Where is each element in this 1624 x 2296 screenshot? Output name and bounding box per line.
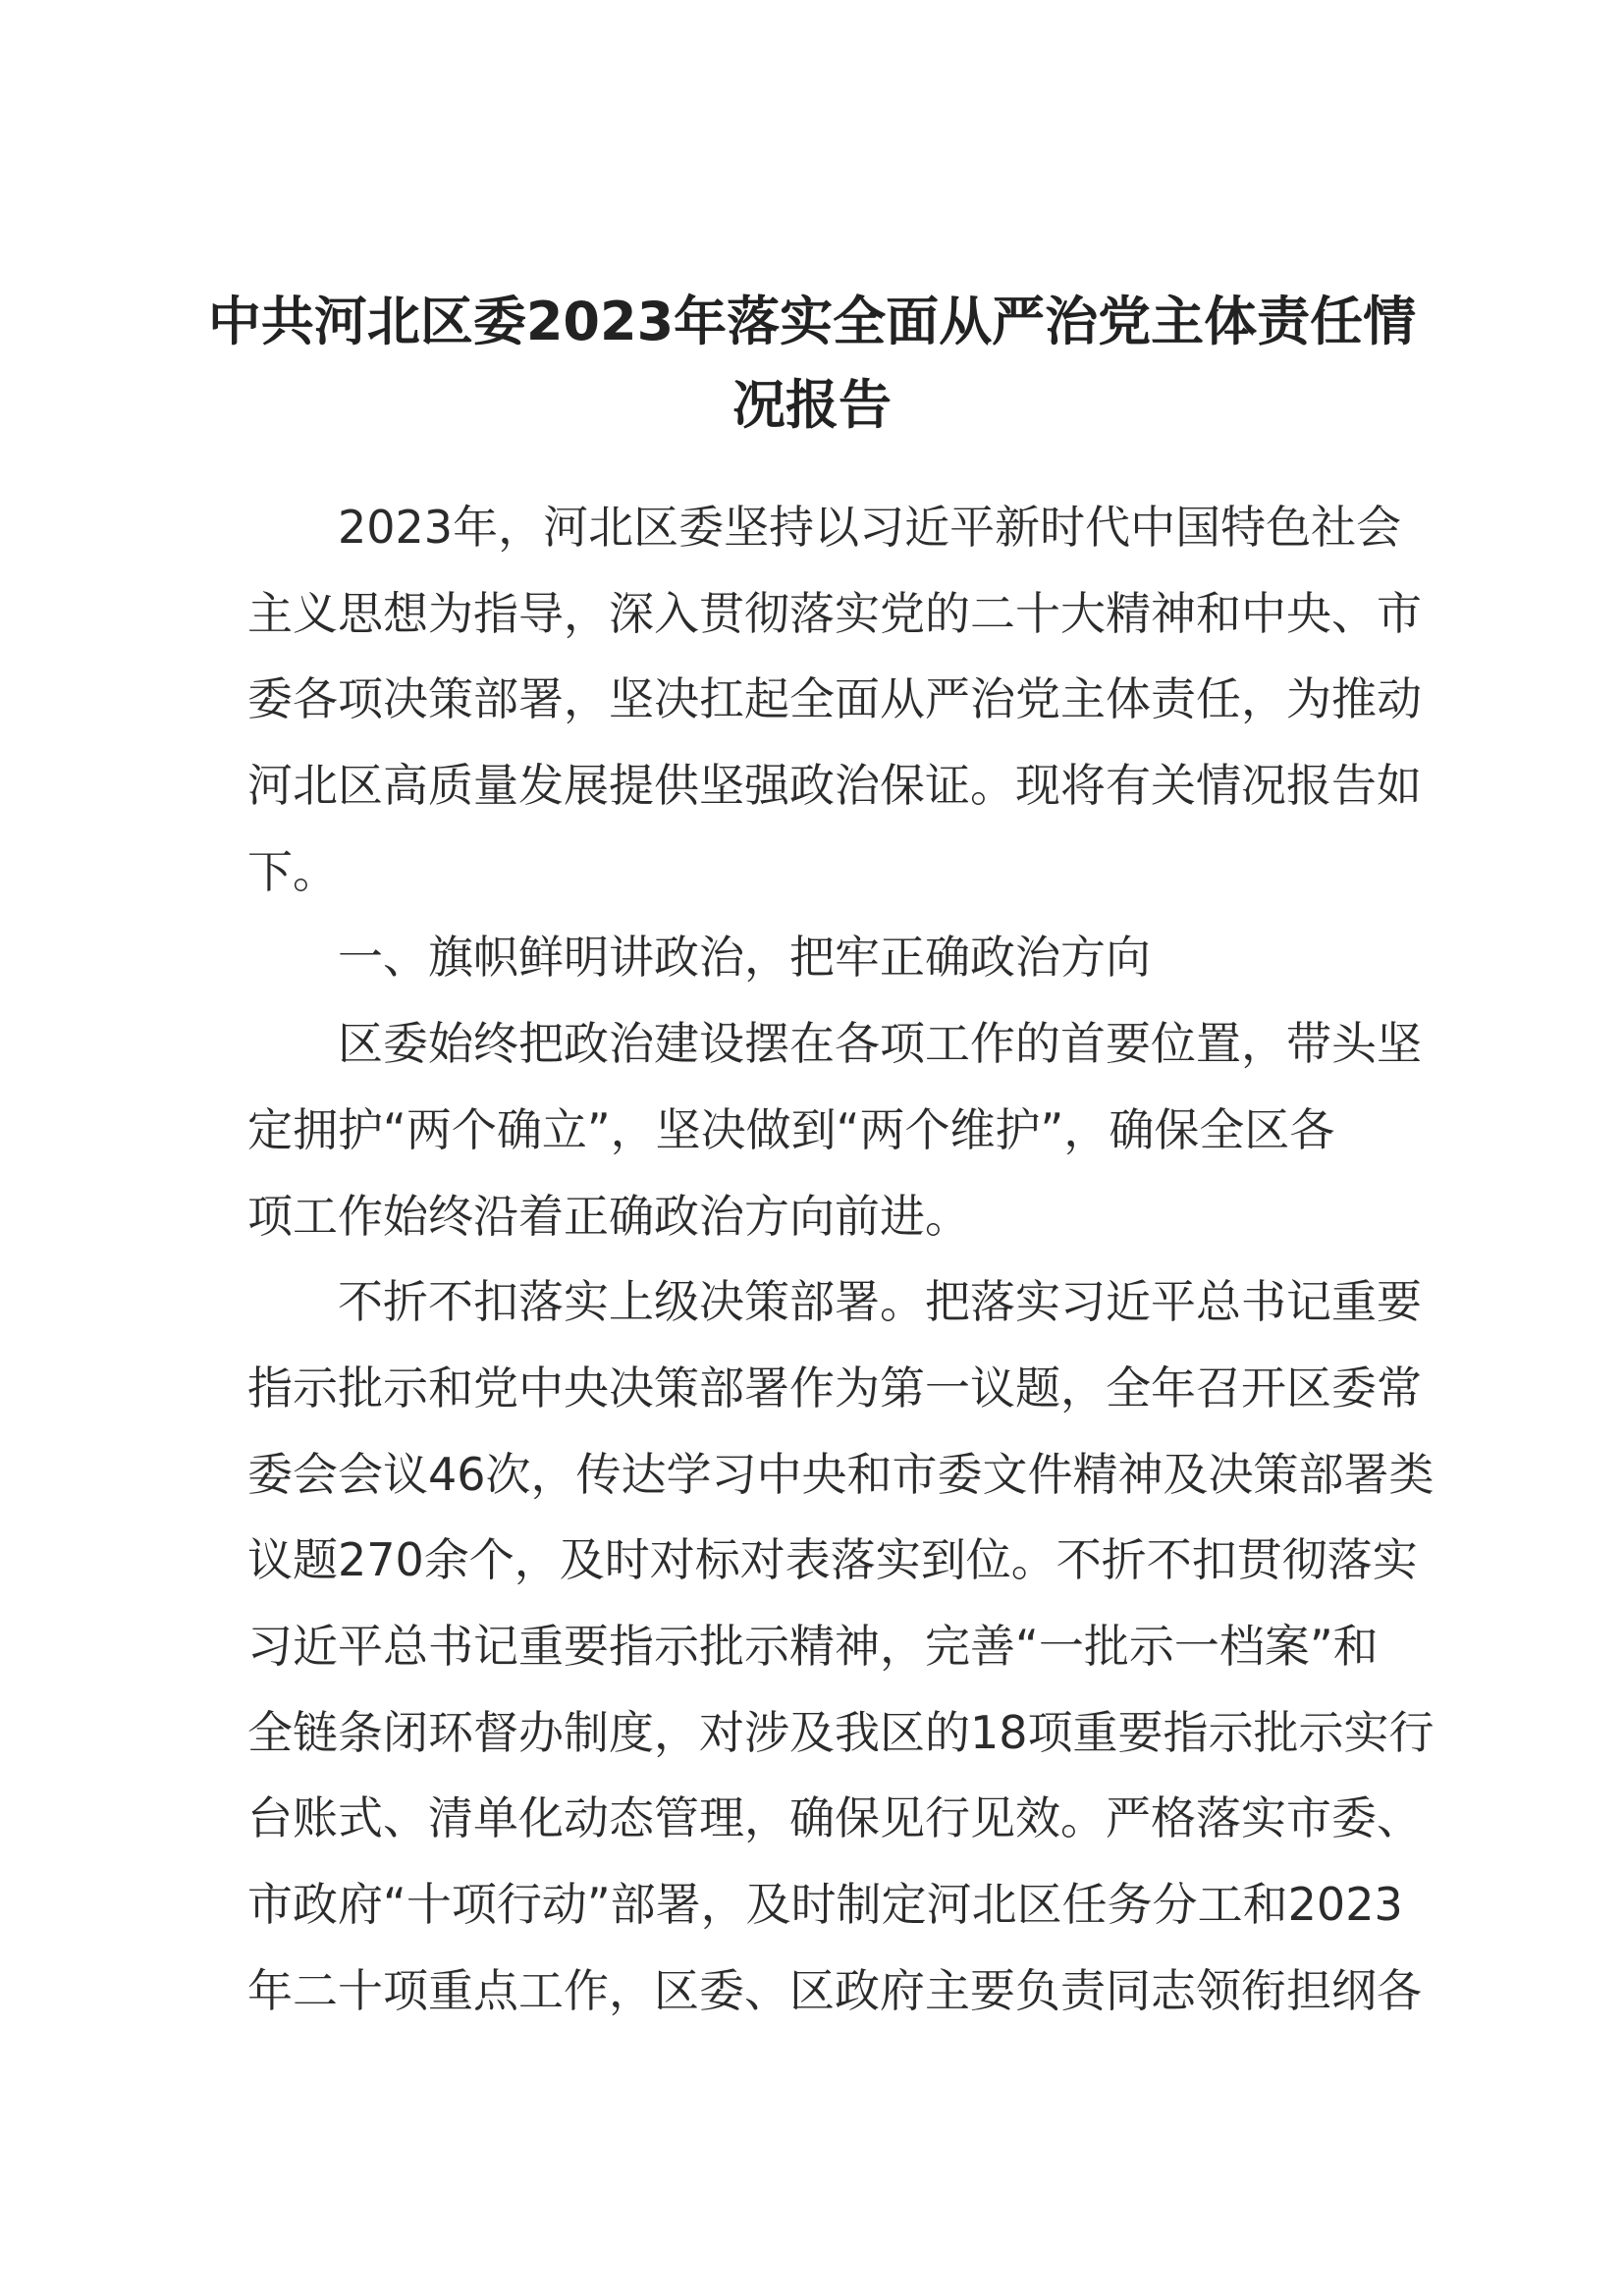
text-line: 河北区高质量发展提供坚强政治保证。现将有关情况报告如 — [247, 759, 1422, 813]
text-line: 项工作始终沿着正确政治方向前进。 — [247, 1189, 970, 1243]
document-body — [247, 485, 1435, 2034]
text-line: 下。 — [247, 844, 338, 898]
text-line: 委各项决策部署，坚决扛起全面从严治党主体责任，为推动 — [247, 672, 1422, 726]
text-line: 年二十项重点工作，区委、区政府主要负责同志领衔担纲各 — [247, 1963, 1422, 2017]
text-line: 一、旗帜鲜明讲政治，把牢正确政治方向 — [338, 931, 1151, 985]
text-line: 委会会议46次，传达学习中央和市委文件精神及决策部署类 — [247, 1447, 1435, 1501]
text-line: 习近平总书记重要指示批示精神，完善“一批示一档案”和 — [247, 1619, 1379, 1673]
text-line: 议题270余个，及时对标对表落实到位。不折不扣贯彻落实 — [247, 1533, 1418, 1587]
text-line: 区委始终把政治建设摆在各项工作的首要位置，带头坚 — [338, 1017, 1422, 1071]
title-line: 中共河北区委2023年落实全面从严治党主体责任情 — [207, 291, 1417, 352]
paragraph — [247, 1259, 1435, 2034]
text-line: 市政府“十项行动”部署，及时制定河北区任务分工和2023 — [247, 1878, 1403, 1931]
section-heading — [247, 915, 1391, 1001]
paragraph — [247, 1001, 1422, 1259]
text-line: 定拥护“两个确立”，坚决做到“两个维护”，确保全区各 — [247, 1102, 1335, 1156]
text-line: 台账式、清单化动态管理，确保见行见效。严格落实市委、 — [247, 1791, 1422, 1845]
text-line: 全链条闭环督办制度，对涉及我区的18项重要指示批示实行 — [247, 1705, 1435, 1759]
text-line: 指示批示和党中央决策部署作为第一议题，全年召开区委常 — [247, 1361, 1422, 1415]
title-line: 况报告 — [732, 374, 892, 436]
paragraph-intro — [247, 485, 1422, 915]
document-title — [0, 280, 1624, 447]
text-line: 不折不扣落实上级决策部署。把落实习近平总书记重要 — [338, 1275, 1422, 1329]
text-line: 主义思想为指导，深入贯彻落实党的二十大精神和中央、市 — [247, 586, 1422, 640]
text-line: 2023年，河北区委坚持以习近平新时代中国特色社会 — [338, 501, 1402, 554]
